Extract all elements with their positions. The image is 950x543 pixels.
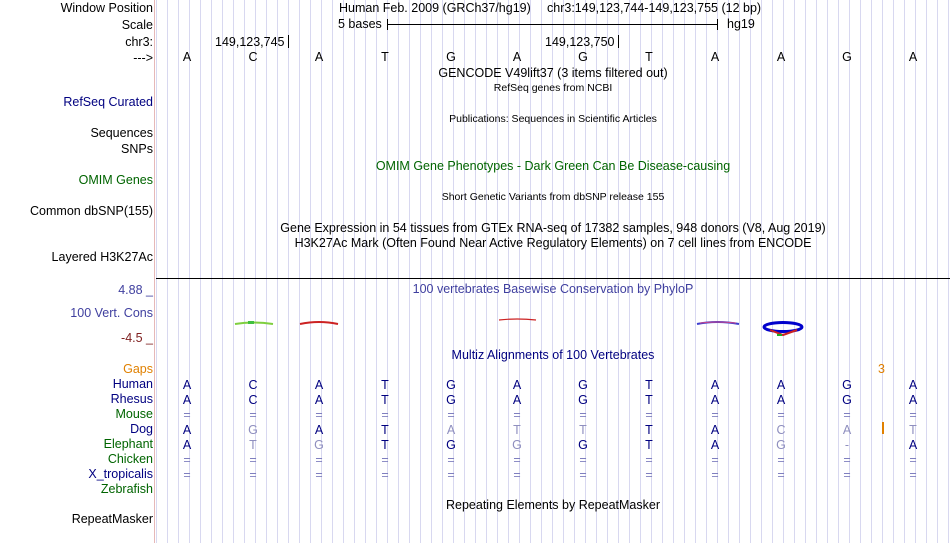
alignment-cell: C — [776, 423, 786, 437]
alignment-cell: A — [314, 393, 324, 407]
cons-mark-a2 — [499, 319, 536, 320]
refseq-track-label[interactable]: RefSeq Curated — [63, 95, 153, 109]
alignment-cell: G — [512, 438, 522, 452]
omim-track-title: OMIM Gene Phenotypes - Dark Green Can Be Disease-causing — [375, 159, 731, 173]
base-12: A — [908, 50, 918, 64]
repeatmasker-track-title: Repeating Elements by RepeatMasker — [445, 498, 660, 512]
alignment-cell: = — [249, 453, 257, 467]
alignment-cell: A — [710, 423, 720, 437]
publications-track-title: Publications: Sequences in Scientific Articles — [449, 113, 657, 125]
alignment-cell: = — [711, 408, 719, 422]
label-gutter-divider — [154, 0, 155, 543]
cons-min-label: -4.5 _ — [121, 331, 153, 345]
base-11: G — [842, 50, 852, 64]
species-label-human[interactable]: Human — [112, 377, 153, 391]
alignment-cell: T — [645, 423, 653, 437]
alignment-cell: A — [842, 423, 852, 437]
base-3: A — [314, 50, 324, 64]
alignment-cell: A — [908, 438, 918, 452]
dbsnp-track-label[interactable]: Common dbSNP(155) — [30, 204, 153, 218]
alignment-cell: T — [381, 423, 389, 437]
species-label-mouse[interactable]: Mouse — [115, 407, 153, 421]
repeatmasker-track-label[interactable]: RepeatMasker — [71, 512, 153, 526]
alignment-cell: = — [315, 468, 323, 482]
alignment-cell: G — [842, 378, 852, 392]
alignment-cell: G — [776, 438, 786, 452]
cons-max-label: 4.88 _ — [118, 283, 153, 297]
alignment-cell: G — [446, 438, 456, 452]
track-separator — [156, 278, 950, 279]
alignment-cell: T — [381, 393, 389, 407]
alignment-cell: A — [182, 438, 192, 452]
gap-count: 3 — [878, 362, 885, 376]
alignment-cell: = — [447, 408, 455, 422]
alignment-cell: G — [446, 378, 456, 392]
alignment-cell: = — [909, 468, 917, 482]
scale-bar — [387, 24, 718, 25]
alignment-cell: = — [381, 408, 389, 422]
base-10: A — [776, 50, 786, 64]
scale-right-tick — [717, 19, 718, 30]
species-label-zebrafish[interactable]: Zebrafish — [100, 482, 153, 496]
coord-label-2: 149,123,750 — [545, 35, 615, 49]
gap-marker — [882, 422, 884, 434]
alignment-cell: = — [513, 408, 521, 422]
alignment-cell: = — [513, 453, 521, 467]
alignment-cell: G — [446, 393, 456, 407]
alignment-cell: T — [909, 423, 917, 437]
gtex-track-title: Gene Expression in 54 tissues from GTEx RNA-seq of 17382 samples, 948 donors (V8, Aug 2019) — [280, 221, 826, 235]
coord-tick-2 — [618, 35, 619, 48]
window-position-label: Window Position — [60, 1, 153, 15]
alignment-cell: = — [645, 468, 653, 482]
coord-label-1: 149,123,745 — [215, 35, 285, 49]
alignment-cell: A — [776, 378, 786, 392]
omim-track-label[interactable]: OMIM Genes — [78, 173, 153, 187]
cons-mark-a3 — [697, 322, 739, 324]
alignment-cell: G — [842, 393, 852, 407]
cons-mark-c-green — [248, 321, 254, 324]
h3k27ac-track-label[interactable]: Layered H3K27Ac — [51, 250, 153, 264]
alignment-cell: T — [381, 378, 389, 392]
alignment-cell: A — [710, 438, 720, 452]
alignment-cell: A — [182, 393, 192, 407]
alignment-cell: = — [315, 408, 323, 422]
alignment-cell: A — [182, 378, 192, 392]
alignment-cell: = — [183, 408, 191, 422]
cons-track-title: 100 vertebrates Basewise Conservation by PhyloP — [412, 282, 694, 296]
alignment-cell: = — [645, 408, 653, 422]
dbsnp-track-title: Short Genetic Variants from dbSNP release 155 — [441, 191, 665, 203]
alignment-cell: = — [249, 408, 257, 422]
alignment-cell: = — [909, 453, 917, 467]
alignment-cell: G — [578, 393, 588, 407]
alignment-cell: A — [908, 378, 918, 392]
alignment-cell: T — [645, 393, 653, 407]
base-5: G — [446, 50, 456, 64]
alignment-cell: C — [248, 393, 258, 407]
alignment-cell: = — [777, 468, 785, 482]
base-8: T — [645, 50, 653, 64]
species-label-chicken[interactable]: Chicken — [107, 452, 153, 466]
base-6: A — [512, 50, 522, 64]
alignment-cell: A — [512, 378, 522, 392]
cons-track-label[interactable]: 100 Vert. Cons — [70, 306, 153, 320]
h3k27ac-track-title: H3K27Ac Mark (Often Found Near Active Regulatory Elements) on 7 cell lines from ENCODE — [294, 236, 812, 250]
position-text[interactable]: chr3:149,123,744-149,123,755 (12 bp) — [547, 1, 762, 15]
alignment-cell: = — [711, 468, 719, 482]
alignment-cell: = — [249, 468, 257, 482]
alignment-cell: = — [777, 408, 785, 422]
base-1: A — [182, 50, 192, 64]
cons-mark-logo — [764, 323, 802, 332]
alignment-cell: A — [182, 423, 192, 437]
alignment-cell: A — [314, 378, 324, 392]
sequences-track-label[interactable]: Sequences — [90, 126, 153, 140]
alignment-cell: A — [512, 393, 522, 407]
alignment-cell: T — [381, 438, 389, 452]
alignment-cell: A — [710, 378, 720, 392]
alignment-cell: = — [447, 468, 455, 482]
species-label-elephant[interactable]: Elephant — [103, 437, 153, 451]
alignment-cell: A — [314, 423, 324, 437]
alignment-cell: = — [843, 468, 851, 482]
alignment-cell: = — [843, 408, 851, 422]
alignment-cell: A — [710, 393, 720, 407]
alignment-cell: G — [578, 438, 588, 452]
cons-mark-a3-red — [700, 322, 736, 323]
gaps-label: Gaps — [123, 362, 153, 376]
coord-tick-1 — [288, 35, 289, 48]
alignment-cell: T — [513, 423, 521, 437]
alignment-cell: = — [315, 453, 323, 467]
multiz-track-title: Multiz Alignments of 100 Vertebrates — [451, 348, 655, 362]
assembly-text: Human Feb. 2009 (GRCh37/hg19) — [339, 1, 531, 15]
alignment-cell: = — [579, 468, 587, 482]
alignment-cell: = — [183, 468, 191, 482]
alignment-cell: = — [381, 453, 389, 467]
strand-label: ---> — [133, 51, 153, 65]
cons-mark-logo-red — [770, 330, 797, 335]
base-2: C — [248, 50, 258, 64]
alignment-cell: = — [777, 453, 785, 467]
scale-db: hg19 — [727, 17, 755, 31]
alignment-cell: = — [579, 453, 587, 467]
alignment-cell: A — [446, 423, 456, 437]
alignment-cell: - — [844, 438, 850, 452]
species-label-x_tropicalis[interactable]: X_tropicalis — [88, 467, 153, 481]
cons-mark-logo-green — [777, 334, 782, 336]
alignment-cell: G — [248, 423, 258, 437]
alignment-cell: = — [711, 453, 719, 467]
alignment-cell: = — [645, 453, 653, 467]
alignment-cell: T — [249, 438, 257, 452]
chrom-label: chr3: — [125, 35, 153, 49]
alignment-cell: T — [645, 438, 653, 452]
alignment-cell: = — [447, 453, 455, 467]
alignment-cell: A — [908, 393, 918, 407]
alignment-cell: G — [578, 378, 588, 392]
alignment-cell: = — [843, 453, 851, 467]
gencode-track-title[interactable]: GENCODE V49lift37 (3 items filtered out) — [438, 66, 668, 80]
base-4: T — [381, 50, 389, 64]
scale-text: 5 bases — [338, 17, 382, 31]
species-label-rhesus[interactable]: Rhesus — [110, 392, 153, 406]
alignment-cell: T — [645, 378, 653, 392]
alignment-cell: C — [248, 378, 258, 392]
species-label-dog[interactable]: Dog — [130, 422, 153, 436]
alignment-cell: T — [579, 423, 587, 437]
alignment-cell: G — [314, 438, 324, 452]
cons-mark-a — [300, 322, 338, 324]
alignment-cell: = — [909, 408, 917, 422]
alignment-cell: = — [381, 468, 389, 482]
base-9: A — [710, 50, 720, 64]
alignment-cell: A — [776, 393, 786, 407]
base-7: G — [578, 50, 588, 64]
cons-mark-c — [235, 323, 273, 325]
snps-track-label[interactable]: SNPs — [121, 142, 153, 156]
alignment-cell: = — [183, 453, 191, 467]
scale-label: Scale — [121, 18, 153, 32]
alignment-cell: = — [579, 408, 587, 422]
alignment-cell: = — [513, 468, 521, 482]
refseq-track-subtitle: RefSeq genes from NCBI — [493, 82, 613, 94]
